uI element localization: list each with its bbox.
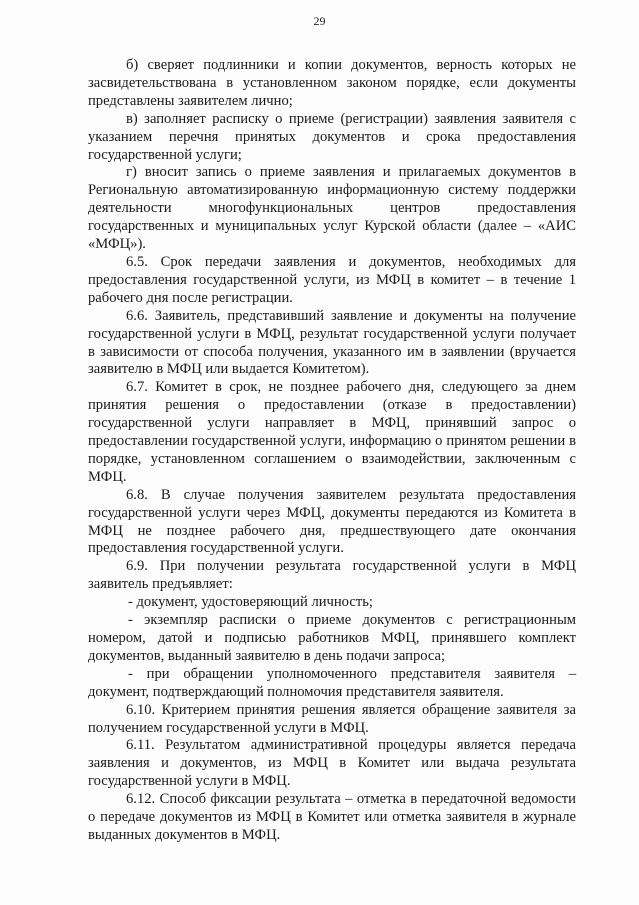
- paragraph-6-6: 6.6. Заявитель, представивший заявление и документы на получение государственной услуги в МФЦ, результат государственной услуги получает в зависимости от способа получения, указанного им в заявлении (вручается заявителю в МФЦ или выдается Комитетом).: [88, 307, 576, 378]
- paragraph-6-12: 6.12. Способ фиксации результата – отметка в передаточной ведомости о передаче документов из МФЦ в Комитет или отметка заявителя в журнале выданных документов в МФЦ.: [88, 791, 576, 843]
- list-item-representative-authority: - при обращении уполномоченного представителя заявителя – документ, подтверждающий полномочия представителя заявителя.: [88, 665, 576, 700]
- paragraph-6-4-g: г) вносит запись о приеме заявления и прилагаемых документов в Региональную автоматизированную информационную систему поддержки деятельности многофункциональных центров предоставления государственных и муниципальных услуг Курской области (далее – «АИС «МФЦ»).: [88, 164, 576, 253]
- paragraph-6-7: 6.7. Комитет в срок, не позднее рабочего дня, следующего за днем принятия решения о предоставлении (отказе в предоставлении) государственной услуги направляет в МФЦ, принявший запрос о предоставлении государственной услуги, информацию о принятом решении в порядке, установленном соглашением о взаимодействии, заключенным с МФЦ.: [88, 379, 576, 485]
- list-item-receipt-copy: - экземпляр расписки о приеме документов с регистрационным номером, датой и подписью работников МФЦ, принявшего комплект документов, выданный заявителю в день подачи запроса;: [88, 612, 576, 664]
- paragraph-6-9: 6.9. При получении результата государственной услуги в МФЦ заявитель предъявляет:: [88, 558, 576, 593]
- document-body: [88, 57, 576, 845]
- paragraph-6-4-b: б) сверяет подлинники и копии документов, верность которых не засвидетельствована в установленном законом порядке, если документы представлены заявителем лично;: [88, 57, 576, 109]
- paragraph-6-8: 6.8. В случае получения заявителем результата предоставления государственной услуги через МФЦ, документы передаются из Комитета в МФЦ не позднее рабочего дня, предшествующего дате окончания предоставления государственной услуги.: [88, 486, 576, 557]
- paragraph-6-5: 6.5. Срок передачи заявления и документов, необходимых для предоставления государственной услуги, из МФЦ в комитет – в течение 1 рабочего дня после регистрации.: [88, 253, 576, 306]
- paragraph-6-11: 6.11. Результатом административной процедуры является передача заявления и документов, из МФЦ в Комитет или выдача результата государственной услуги в МФЦ.: [88, 737, 576, 790]
- list-item-identity-document: - документ, удостоверяющий личность;: [128, 594, 373, 611]
- paragraph-6-4-v: в) заполняет расписку о приеме (регистрации) заявления заявителя с указанием перечня принятых документов и срока предоставления государственной услуги;: [88, 110, 576, 163]
- page-number: 29: [313, 14, 326, 28]
- paragraph-6-10: 6.10. Критерием принятия решения является обращение заявителя за получением государственной услуги в МФЦ.: [88, 701, 576, 736]
